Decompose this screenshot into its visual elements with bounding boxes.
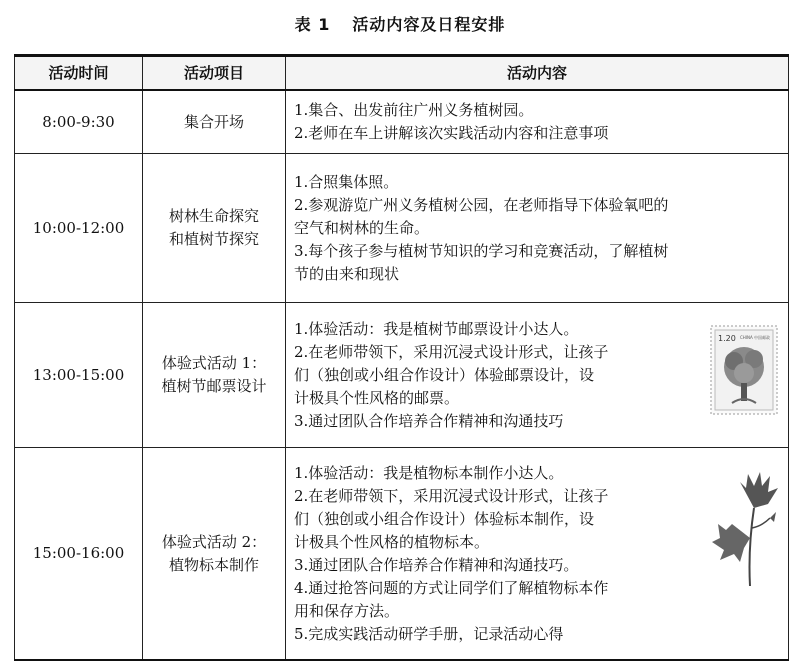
content-line: 1.体验活动：我是植树节邮票设计小达人。	[294, 319, 579, 338]
time-cell: 15:00-16:00	[15, 448, 143, 661]
tree-stamp-image	[710, 325, 778, 415]
content-line: 空气和树林的生命。	[294, 218, 430, 237]
content-line: 2.老师在车上讲解该次实践活动内容和注意事项	[294, 124, 609, 142]
table-title: 活动内容及日程安排	[352, 15, 506, 34]
content-cell	[286, 154, 789, 303]
content-line: 5.完成实践活动研学手册，记录活动心得	[294, 624, 564, 643]
stamp-value: 1.20	[718, 334, 736, 343]
content-line: 计极具个性风格的邮票。	[294, 388, 460, 407]
stamp-country: CHINA 中国邮政	[740, 335, 770, 340]
content-line: 计极具个性风格的植物标本。	[294, 532, 490, 551]
time-cell: 13:00-15:00	[15, 303, 143, 448]
content-line: 节的由来和现状	[294, 264, 400, 283]
time-cell: 8:00-9:30	[15, 90, 143, 154]
schedule-table	[14, 54, 789, 661]
leaf-specimen-image	[710, 468, 780, 588]
item-line: 和植树节探究	[168, 230, 259, 248]
content-line: 用和保存方法。	[294, 601, 400, 620]
item-line: 体验式活动 1：	[161, 354, 267, 372]
content-line: 3.通过团队合作培养合作精神和沟通技巧。	[294, 555, 579, 574]
content-line: 3.每个孩子参与植树节知识的学习和竞赛活动，了解植树	[294, 241, 669, 260]
item-line: 体验式活动 2：	[161, 532, 267, 551]
item-line: 树林生命探究	[168, 207, 259, 225]
content-line: 3.通过团队合作培养合作精神和沟通技巧	[294, 411, 564, 430]
item-line: 植物标本制作	[168, 555, 259, 574]
col-header-content: 活动内容	[286, 56, 789, 91]
table-number: 表 1	[294, 15, 331, 34]
content-line: 2.在老师带领下，采用沉浸式设计形式，让孩子	[294, 486, 609, 505]
table-row	[15, 303, 789, 448]
col-header-time: 活动时间	[15, 56, 143, 91]
content-line: 1.合照集体照。	[294, 172, 399, 191]
table-row	[15, 448, 789, 661]
col-header-item: 活动项目	[143, 56, 286, 91]
time-cell: 10:00-12:00	[15, 154, 143, 303]
table-row	[15, 90, 789, 154]
item-cell	[143, 154, 286, 303]
content-cell	[286, 303, 789, 448]
header-row	[15, 56, 789, 91]
item-cell	[143, 303, 286, 448]
content-line: 2.在老师带领下，采用沉浸式设计形式，让孩子	[294, 342, 609, 361]
content-line: 2.参观游览广州义务植树公园，在老师指导下体验氧吧的	[294, 195, 669, 214]
item-cell	[143, 448, 286, 661]
item-cell	[143, 90, 286, 154]
table-row	[15, 154, 789, 303]
content-line: 4.通过抢答问题的方式让同学们了解植物标本作	[294, 578, 609, 597]
item-line: 植树节邮票设计	[161, 377, 267, 395]
content-line: 1.集合、出发前往广州义务植树园。	[294, 101, 534, 119]
content-line: 1.体验活动：我是植物标本制作小达人。	[294, 463, 564, 482]
content-cell	[286, 90, 789, 154]
content-line: 们（独创或小组合作设计）体验标本制作，设	[294, 509, 595, 528]
content-line: 们（独创或小组合作设计）体验邮票设计，设	[294, 365, 595, 384]
content-cell	[286, 448, 789, 661]
table-caption	[0, 12, 800, 35]
item-line: 集合开场	[183, 112, 244, 131]
